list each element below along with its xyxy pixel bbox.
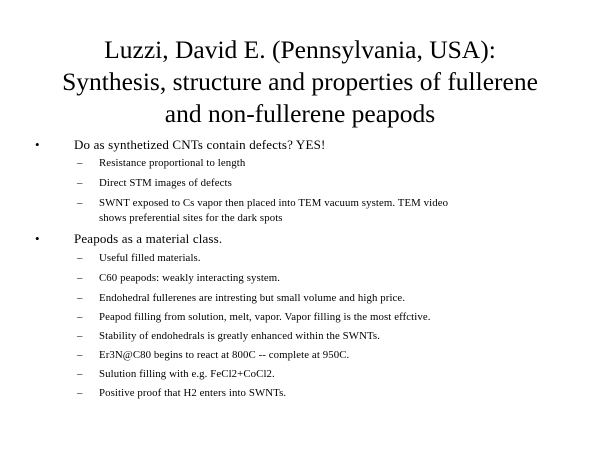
dash-icon: – (77, 368, 83, 380)
sub-bullet-text: Resistance proportional to length (99, 157, 246, 169)
dash-icon: – (77, 292, 83, 304)
bullet-icon: • (35, 231, 40, 246)
sub-bullet-text: Er3N@C80 begins to react at 800C -- complete at 950C. (99, 349, 350, 361)
dash-icon: – (77, 349, 83, 361)
sub-bullet-text: Stability of endohedrals is greatly enhanced within the SWNTs. (99, 330, 381, 342)
slide-title (30, 34, 570, 130)
title-line: Synthesis, structure and properties of fullerene (62, 67, 538, 96)
sub-bullet-text: Endohedral fullerenes are intresting but small volume and high price. (99, 292, 406, 304)
dash-icon: – (77, 197, 83, 209)
sub-bullet-text: shows preferential sites for the dark spots (99, 212, 283, 224)
sub-bullet-text: Useful filled materials. (99, 252, 201, 264)
bullet-icon: • (35, 137, 40, 152)
sub-bullet-text: Positive proof that H2 enters into SWNTs. (99, 387, 287, 399)
dash-icon: – (77, 272, 83, 284)
dash-icon: – (77, 252, 83, 264)
dash-icon: – (77, 311, 83, 323)
bullet-text: Do as synthetized CNTs contain defects? YES! (74, 137, 326, 152)
dash-icon: – (77, 330, 83, 342)
title-line: and non-fullerene peapods (164, 99, 436, 128)
bullet-text: Peapods as a material class. (74, 231, 223, 246)
sub-bullet-text: Peapod filling from solution, melt, vapor. Vapor filling is the most effctive. (99, 311, 431, 323)
dash-icon: – (77, 177, 83, 189)
sub-bullet-text: SWNT exposed to Cs vapor then placed into TEM vacuum system. TEM video (99, 197, 449, 209)
dash-icon: – (77, 157, 83, 169)
sub-bullet-text: C60 peapods: weakly interacting system. (99, 272, 281, 284)
sub-bullet-text: Direct STM images of defects (99, 177, 232, 189)
sub-bullet-text: Sulution filling with e.g. FeCl2+CoCl2. (99, 368, 275, 380)
dash-icon: – (77, 387, 83, 399)
title-line: Luzzi, David E. (Pennsylvania, USA): (104, 35, 496, 64)
